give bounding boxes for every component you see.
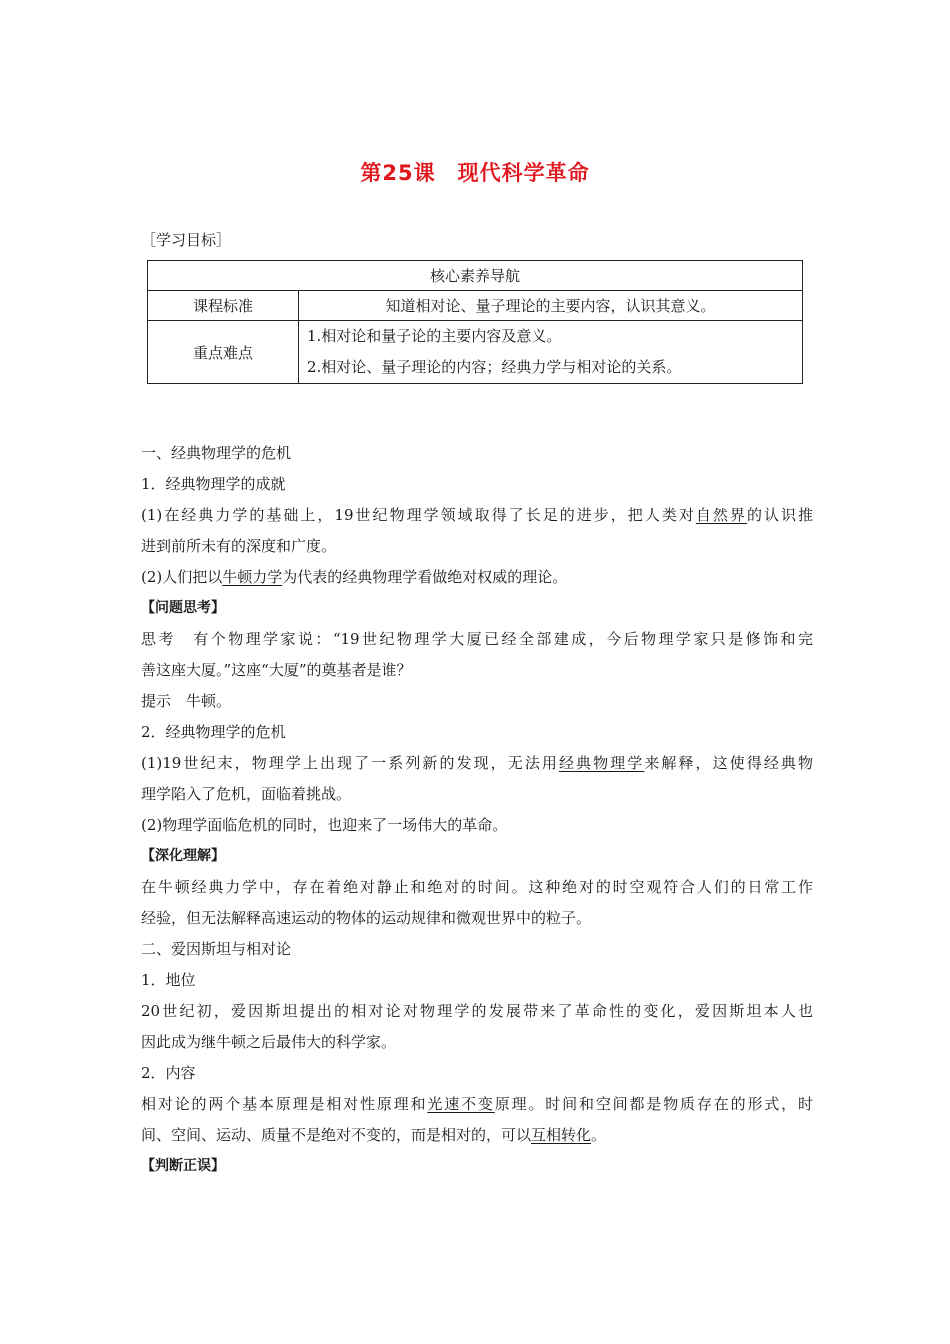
goals-row-text-standard: 知道相对论、量子理论的主要内容，认识其意义。 [299,291,803,321]
page-title: 第25课 现代科学革命 [360,161,590,185]
paragraph-line: 理学陷入了危机，面临着挑战。 [141,785,352,803]
goals-row-label-key-points: 重点难点 [148,321,299,384]
paragraph-line: (2)物理学面临危机的同时，也迎来了一场伟大的革命。 [141,816,508,834]
underlined-answer: 互相转化 [531,1126,592,1144]
paragraph-line: (1)在经典力学的基础上，19世纪物理学领域取得了长足的进步，把人类对自然界的认识推 [141,506,813,524]
goals-row-text-key-points [299,321,803,384]
document-body [141,438,813,1182]
paragraph-line: 20世纪初，爱因斯坦提出的相对论对物理学的发展带来了革命性的变化，爱因斯坦本人也 [141,1002,813,1020]
goals-row-label-standard: 课程标准 [148,291,299,321]
key-point-2: 2.相对论、量子理论的内容；经典力学与相对论的关系。 [307,358,682,376]
paragraph-line: 善这座大厦。”这座“大厦”的奠基者是谁？ [141,661,412,679]
underlined-answer: 自然界 [695,506,747,524]
subsection-heading: 1．地位 [141,971,196,989]
paragraph-line: (1)19世纪末，物理学上出现了一系列新的发现，无法用经典物理学来解释，这使得经典物 [141,754,813,772]
question-heading: 【问题思考】 [141,600,225,616]
underlined-answer: 经典物理学 [558,754,645,772]
underlined-answer: 牛顿力学 [222,568,283,586]
section-heading: 二、爱因斯坦与相对论 [141,940,292,958]
underlined-answer: 光速不变 [427,1095,495,1113]
true-false-heading: 【判断正误】 [141,1158,225,1174]
hint-line: 提示 牛顿。 [141,692,232,710]
section-heading: 一、经典物理学的危机 [141,444,292,462]
paragraph-line: 进到前所未有的深度和广度。 [141,537,337,555]
paragraph-line: 因此成为继牛顿之后最伟大的科学家。 [141,1033,397,1051]
subsection-heading: 2．内容 [141,1064,196,1082]
key-point-1: 1.相对论和量子论的主要内容及意义。 [307,327,562,345]
goals-table [147,260,803,384]
paragraph-line: 在牛顿经典力学中，存在着绝对静止和绝对的时间。这种绝对的时空观符合人们的日常工作 [141,878,813,896]
deep-understanding-heading: 【深化理解】 [141,848,225,864]
paragraph-line: 经验，但无法解释高速运动的物体的运动规律和微观世界中的粒子。 [141,909,592,927]
paragraph-line: 间、空间、运动、质量不是绝对不变的，而是相对的，可以互相转化。 [141,1126,607,1144]
paragraph-line: 思考 有个物理学家说：“19世纪物理学大厦已经全部建成，今后物理学家只是修饰和完 [141,630,813,648]
subsection-heading: 2．经典物理学的危机 [141,723,286,741]
paragraph-line: (2)人们把以牛顿力学为代表的经典物理学看做绝对权威的理论。 [141,568,568,586]
subsection-heading: 1．经典物理学的成就 [141,475,286,493]
learning-goals-label: ［学习目标］ [141,231,232,249]
goals-table-header: 核心素养导航 [148,261,803,291]
paragraph-line: 相对论的两个基本原理是相对性原理和光速不变原理。时间和空间都是物质存在的形式，时 [141,1095,813,1113]
